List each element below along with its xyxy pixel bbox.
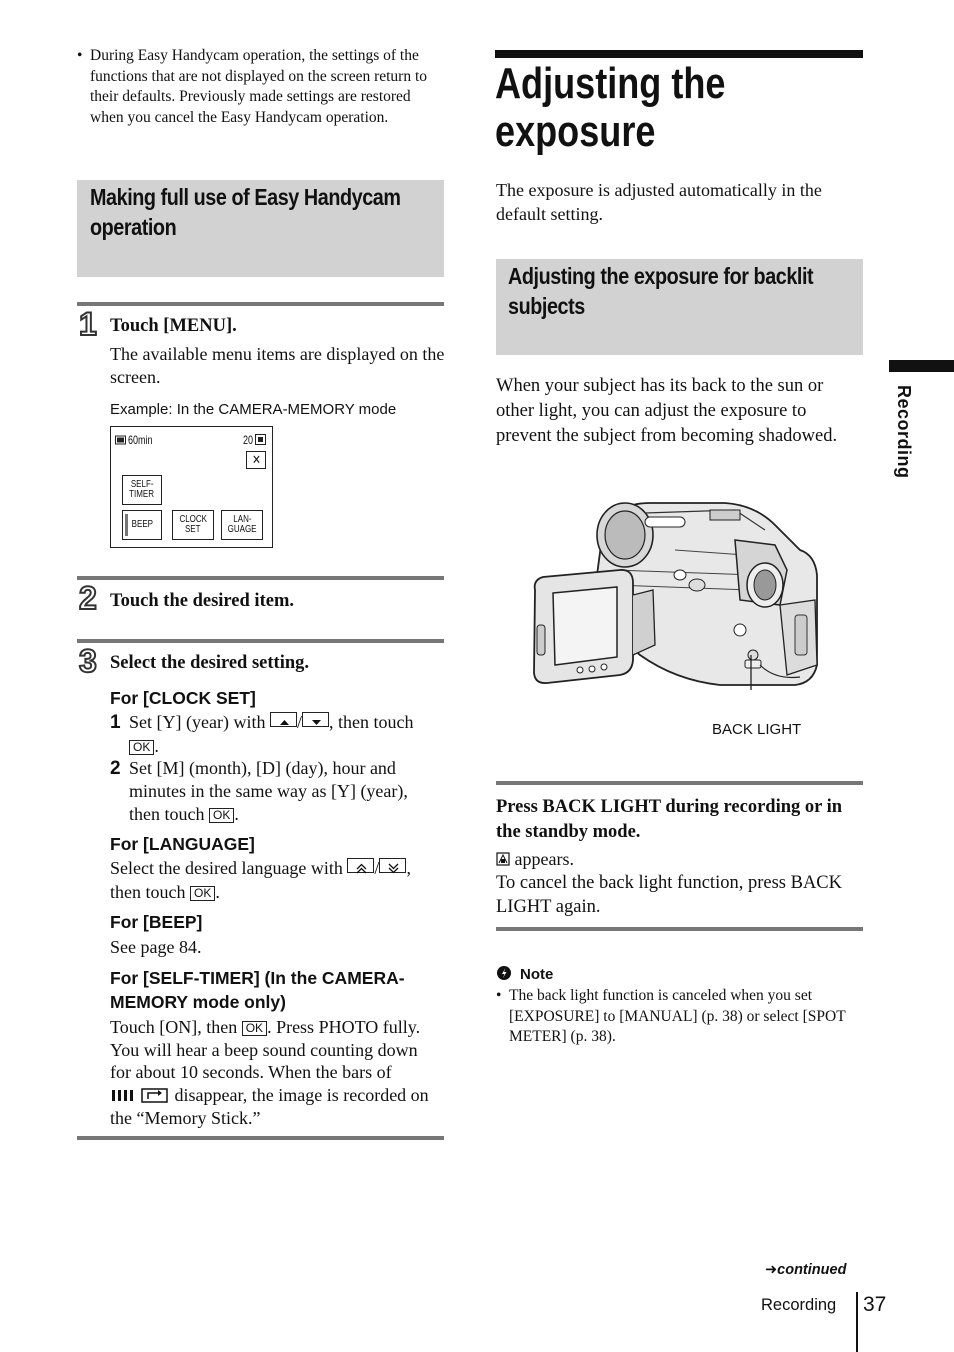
self-timer-line3: for about 10 seconds. When the bars of	[110, 1062, 392, 1082]
scroll-up-button-icon	[347, 858, 374, 873]
clock-step1-slash: /	[296, 712, 302, 732]
step3-end-rule	[77, 1136, 444, 1140]
instruction-bottom-rule	[496, 927, 863, 931]
language-label-2: GUAGE	[227, 524, 257, 535]
side-tab-label: Recording	[894, 385, 914, 479]
appears-text: appears.	[514, 849, 574, 869]
section-header-easy-handycam	[77, 180, 444, 277]
intro-bullet	[77, 46, 447, 128]
step2-rule	[77, 576, 444, 580]
self-timer-line5: the “Memory Stick.”	[110, 1108, 261, 1128]
beep-body: See page 84.	[110, 937, 202, 957]
self-timer-text-a: Touch [ON], then	[110, 1017, 238, 1037]
step2-number: 2	[79, 580, 97, 616]
language-slash: /	[374, 858, 380, 878]
language-label-1: LAN-	[232, 514, 252, 525]
clock-step1-period: .	[154, 736, 159, 756]
note-bullet	[496, 986, 862, 1048]
beep-heading: For [BEEP]	[110, 912, 203, 932]
self-timer-label-1: SELF-	[130, 479, 154, 490]
side-tab-bar	[889, 360, 954, 372]
continued-text: continued	[777, 1262, 847, 1278]
clock-step1-text-c: , then touch	[328, 712, 414, 732]
backlit-body: When your subject has its back to the sun or other light, you can adjust the exposure to prevent the subject from becoming shadowed.	[496, 376, 838, 446]
step3-number: 3	[79, 643, 97, 679]
photo-count: 20	[243, 433, 254, 447]
clock-step2-num: 2	[110, 758, 121, 779]
clock-label-1: CLOCK	[179, 514, 207, 525]
back-light-indicator-icon	[496, 852, 510, 866]
up-arrow-button-icon	[270, 712, 297, 727]
language-line1	[110, 857, 411, 880]
camcorder-illustration	[525, 495, 835, 690]
close-icon: ✕	[251, 452, 261, 467]
self-timer-button[interactable]	[122, 475, 162, 505]
clock-step2-line3: then touch	[129, 804, 205, 824]
self-timer-line4	[110, 1084, 429, 1107]
clock-step1-num: 1	[110, 712, 121, 733]
clock-set-button[interactable]	[172, 510, 214, 540]
section-header-backlit	[496, 259, 863, 355]
step3-rule	[77, 639, 444, 643]
language-button[interactable]	[221, 510, 263, 540]
ok-button-icon: OK	[129, 740, 154, 755]
language-comma: ,	[406, 858, 411, 878]
title-top-bar	[495, 50, 863, 58]
exposure-intro: The exposure is adjusted automatically in the default setting.	[496, 180, 822, 224]
selection-bar	[125, 514, 128, 536]
self-timer-line2: You will hear a beep sound counting down	[110, 1040, 418, 1060]
note-bullet-dot: •	[496, 987, 502, 1004]
note-icon	[496, 965, 512, 981]
menu-screen-illustration	[110, 426, 273, 548]
language-period: .	[215, 882, 220, 902]
intro-bullet-text: During Easy Handycam operation, the settings of the functions that are not displayed on the screen return to their defaults. Previously made settings are restored when you cancel the Easy Handycam operation.	[90, 47, 428, 126]
cancel-back-light: To cancel the back light function, press BACK LIGHT again.	[496, 873, 843, 917]
page-title-line2: exposure	[495, 107, 656, 156]
clock-step2-line1: Set [M] (month), [D] (day), hour and	[129, 758, 396, 778]
arrow-right-icon: ➜	[765, 1262, 778, 1278]
bullet-dot: •	[77, 47, 83, 64]
self-timer-text-b: . Press PHOTO fully.	[267, 1017, 421, 1037]
close-button[interactable]	[246, 451, 266, 469]
down-arrow-button-icon	[302, 712, 329, 727]
back-light-callout: BACK LIGHT	[712, 721, 802, 738]
page-title-line1: Adjusting the	[495, 59, 726, 108]
footer-divider	[856, 1292, 858, 1352]
backlit-title-line2: subjects	[508, 293, 585, 319]
beep-button[interactable]	[122, 510, 162, 540]
step2-title: Touch the desired item.	[110, 591, 294, 611]
instruction-top-rule	[496, 781, 863, 785]
battery-icon	[115, 435, 127, 445]
self-timer-label-2: TIMER	[129, 489, 155, 500]
scroll-down-button-icon	[379, 858, 406, 873]
self-timer-text-e: disappear, the image is recorded on	[174, 1085, 429, 1105]
language-text-a: Select the desired language with	[110, 858, 343, 878]
step3-title: Select the desired setting.	[110, 653, 310, 673]
continued-indicator	[765, 1262, 846, 1278]
note-title: Note	[520, 966, 554, 983]
clock-step1	[110, 711, 450, 756]
section-title-line2: operation	[90, 214, 177, 240]
ok-button-icon: OK	[190, 886, 215, 901]
step1-example-caption: Example: In the CAMERA-MEMORY mode	[110, 401, 397, 418]
beep-label: BEEP	[131, 519, 153, 530]
memory-stick-icon	[255, 434, 266, 445]
self-timer-bars-icon	[110, 1087, 170, 1103]
self-timer-heading-1: For [SELF-TIMER] (In the CAMERA-	[110, 968, 405, 988]
language-text-d: then touch	[110, 882, 186, 902]
clock-set-heading: For [CLOCK SET]	[110, 688, 256, 708]
back-light-instruction: Press BACK LIGHT during recording or in the standby mode.	[496, 797, 843, 842]
footer-section-name: Recording	[761, 1296, 837, 1314]
clock-step2-line2: minutes in the same way as [Y] (year),	[129, 781, 408, 801]
ok-button-icon: OK	[209, 808, 234, 823]
clock-label-2: SET	[185, 524, 201, 535]
step1-title: Touch [MENU].	[110, 316, 237, 336]
self-timer-heading-2: MEMORY mode only)	[110, 992, 286, 1012]
self-timer-line1	[110, 1016, 420, 1039]
backlit-title-line1: Adjusting the exposure for backlit	[508, 263, 814, 289]
remaining-time: 60min	[128, 433, 153, 447]
language-heading: For [LANGUAGE]	[110, 834, 255, 854]
ok-button-icon: OK	[242, 1021, 267, 1036]
language-line2	[110, 881, 220, 904]
step1-rule	[77, 302, 444, 306]
clock-step2	[110, 757, 450, 824]
step1-body: The available menu items are displayed on the screen.	[110, 344, 445, 387]
section-title-line1: Making full use of Easy Handycam	[90, 184, 401, 210]
back-light-appears	[496, 848, 574, 871]
step1-number: 1	[79, 306, 97, 342]
page-number: 37	[863, 1293, 887, 1316]
clock-step1-text-a: Set [Y] (year) with	[129, 712, 266, 732]
note-header	[496, 965, 553, 984]
note-body: The back light function is canceled when you set [EXPOSURE] to [MANUAL] (p. 38) or select [SPOT METER] (p. 38).	[509, 987, 846, 1045]
clock-step2-period: .	[234, 804, 239, 824]
